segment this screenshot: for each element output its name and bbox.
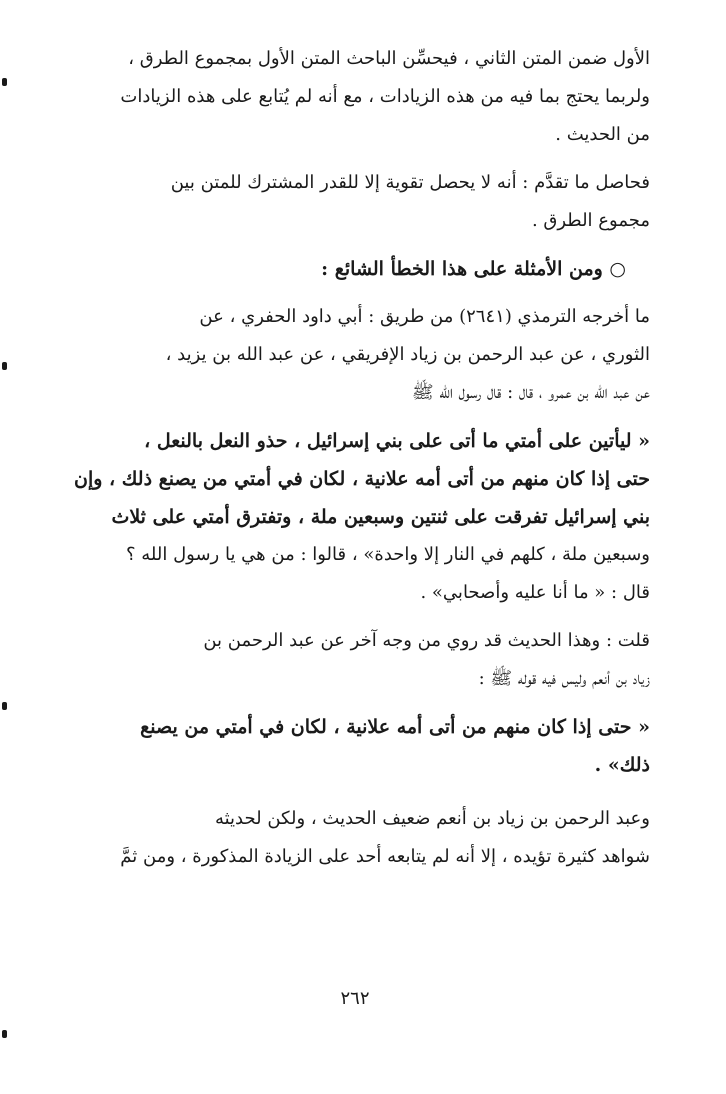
page-number: ٢٦٢: [340, 988, 370, 1009]
paragraph-comment: [60, 622, 650, 698]
paragraph: [60, 40, 650, 154]
text-line: ولربما يحتج بما فيه من هذه الزيادات ، مع أنه لم يُتابع على هذه الزيادات: [120, 86, 650, 107]
text-line: مجموع الطرق .: [531, 210, 650, 231]
text-line: عن عبد الله بن عمرو ، قال : قال رسول الله ﷺ: [411, 382, 650, 403]
margin-mark: [2, 702, 7, 710]
body-text: [60, 40, 650, 876]
text-line: وعبد الرحمن بن زياد بن أنعم ضعيف الحديث ، ولكن لحديثه: [214, 808, 650, 829]
section-heading: [60, 250, 650, 288]
document-page: [60, 40, 650, 1060]
text-line: فحاصل ما تقدَّم : أنه لا يحصل تقوية إلا للقدر المشترك للمتن بين: [170, 172, 650, 193]
text-line: ما أخرجه الترمذي (٢٦٤١) من طريق : أبي داود الحفري ، عن: [199, 306, 650, 327]
margin-mark: [2, 362, 7, 370]
text-line: الثوري ، عن عبد الرحمن بن زياد الإفريقي ، عن عبد الله بن يزيد ،: [165, 344, 650, 365]
paragraph-summary: [60, 164, 650, 240]
text-line: حتى إذا كان منهم من أتى أمه علانية ، لكان في أمتي من يصنع ذلك ، وإن: [74, 468, 650, 490]
text-line: زياد بن أنعم وليس فيه قوله ﷺ :: [478, 668, 650, 689]
text-line: من الحديث .: [555, 124, 650, 145]
text-line: ذلك» .: [594, 754, 650, 776]
text-line: وسبعين ملة ، كلهم في النار إلا واحدة» ، قالوا : من هي يا رسول الله ؟: [126, 544, 650, 565]
margin-mark: [2, 1030, 7, 1038]
text-line: بني إسرائيل تفرقت على ثنتين وسبعين ملة ، وتفترق أمتي على ثلاث: [111, 506, 650, 528]
paragraph-closing: [60, 800, 650, 876]
text-line: قال : « ما أنا عليه وأصحابي» .: [420, 582, 650, 603]
heading-line: ○ ومن الأمثلة على هذا الخطأ الشائع :: [321, 258, 626, 280]
margin-mark: [2, 78, 7, 86]
text-line: « ليأتين على أمتي ما أتى على بني إسرائيل ، حذو النعل بالنعل ،: [144, 430, 650, 452]
hadith-quote: [60, 708, 650, 784]
paragraph-isnad: [60, 298, 650, 412]
text-line: قلت : وهذا الحديث قد روي من وجه آخر عن عبد الرحمن بن: [203, 630, 650, 651]
text-line: « حتى إذا كان منهم من أتى أمه علانية ، لكان في أمتي من يصنع: [140, 716, 650, 738]
text-line: شواهد كثيرة تؤيده ، إلا أنه لم يتابعه أحد على الزيادة المذكورة ، ومن ثمَّ: [120, 846, 650, 867]
hadith-text: [60, 422, 650, 612]
text-line: الأول ضمن المتن الثاني ، فيحسِّن الباحث المتن الأول بمجموع الطرق ،: [128, 48, 650, 69]
